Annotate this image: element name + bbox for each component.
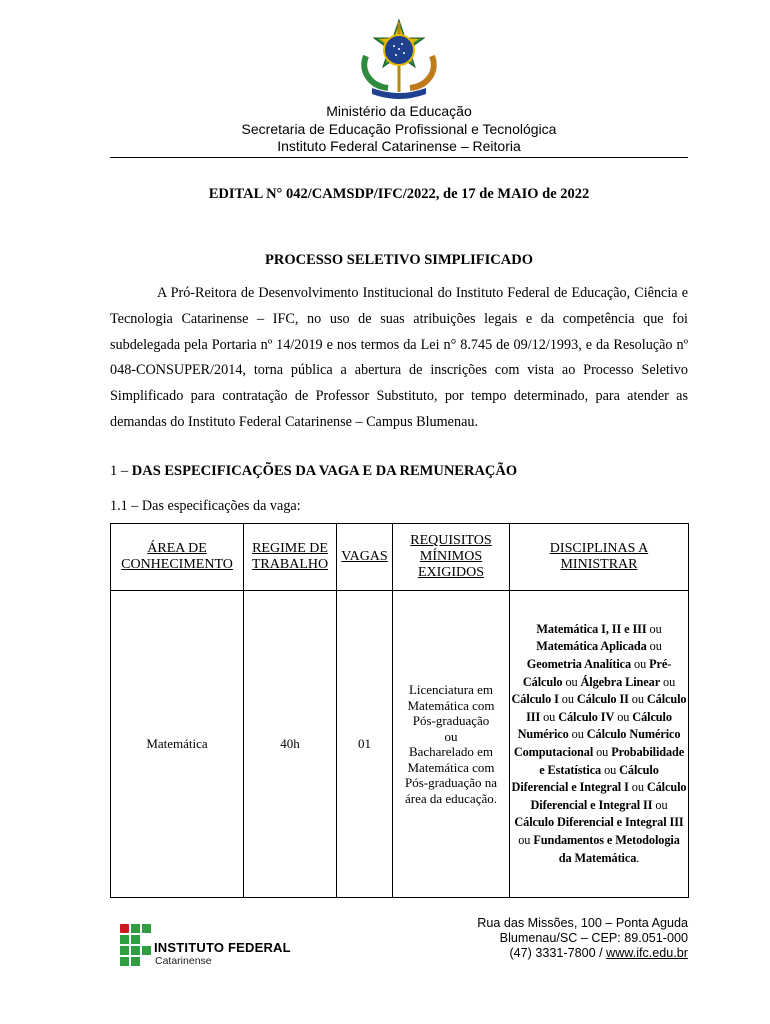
discipline-separator: ou [593,745,612,759]
section-title: DAS ESPECIFICAÇÕES DA VAGA E DA REMUNERAÇÃO [131,463,518,479]
phone-text: (47) 3331-7800 / [509,945,603,960]
discipline-name: Cálculo IV [558,709,615,724]
cell-disciplinas [510,591,689,898]
discipline-separator: ou [646,621,662,636]
discipline-name: Geometria Analítica [526,657,632,672]
discipline-name: Fundamentos e Metodologia da Matemática [533,832,680,865]
discipline-separator: ou [540,709,559,724]
document-header [110,103,688,156]
discipline-separator: ou [652,797,668,812]
discipline-separator: . [636,850,640,865]
header-line-ministry: Ministério da Educação [326,103,472,119]
discipline-name: Cálculo III [526,692,687,724]
header-area: ÁREA DE CONHECIMENTO [111,524,244,591]
footer-address [477,916,688,960]
address-line: Rua das Missões, 100 – Ponta Aguda [477,916,688,930]
logo-name: INSTITUTO FEDERAL [154,940,291,955]
discipline-name: Cálculo I [511,692,559,707]
cell-vagas: 01 [337,591,393,898]
header-divider [110,157,688,158]
cell-requisitos: Licenciatura em Matemática com Pós-graduação ou Bacharelado em Matemática com Pós-graduação na área da educação. [393,591,510,898]
header-line-institute: Instituto Federal Catarinense – Reitoria [277,138,521,154]
discipline-separator: ou [558,692,577,707]
intro-paragraph: A Pró-Reitora de Desenvolvimento Institucional do Instituto Federal de Educação, Ciência e Tecnologia Catarinense – IFC, no uso de suas atribuições legais e da competência que foi subdelegada pela Portaria nº 14/2019 e nos termos da Lei n° 8.745 de 09/12/1993, e da Resolução nº 048-CONSUPER/2014, torna pública a abertura de inscrições com vista ao Processo Seletivo Simplificado para contratação de Professor Substituto, por tempo determinado, para atender as demandas do Instituto Federal Catarinense – Campus Blumenau. [110,285,688,430]
cell-area: Matemática [111,591,244,898]
discipline-separator: ou [628,780,647,795]
discipline-name: Cálculo Numérico Computacional [513,727,681,759]
discipline-name: Cálculo Diferencial e Integral III [514,815,684,830]
table-header-row [111,524,689,591]
vacancy-table [110,523,689,898]
discipline-separator: ou [568,727,587,742]
subsection-heading: 1.1 – Das especificações da vaga: [110,498,301,514]
logo-subtitle: Catarinense [155,955,212,967]
website-link[interactable]: www.ifc.edu.br [606,945,688,960]
contact-line [477,946,688,961]
section-number: 1 – [110,463,129,479]
discipline-separator: ou [518,832,534,847]
discipline-separator: ou [614,709,633,724]
discipline-separator: ou [646,639,662,654]
header-line-secretariat: Secretaria de Educação Profissional e Tecnológica [241,120,557,137]
discipline-separator: ou [628,692,647,707]
discipline-name: Cálculo II [576,692,629,707]
discipline-name: Cálculo Numérico [517,709,672,742]
discipline-name: Probabilidade e Estatística [539,745,685,777]
header-requisitos: REQUISITOS MÍNIMOS EXIGIDOS [393,524,510,591]
discipline-name: Pré-Cálculo [522,657,672,689]
discipline-separator: ou [660,674,676,689]
discipline-separator: ou [562,674,581,689]
header-regime: REGIME DE TRABALHO [244,524,337,591]
discipline-separator: ou [631,657,650,672]
discipline-name: Álgebra Linear [580,674,661,689]
discipline-name: Matemática I, II e III [536,621,647,636]
edital-title: EDITAL N° 042/CAMSDP/IFC/2022, de 17 de MAIO de 2022 [208,186,590,202]
discipline-name: Cálculo Diferencial e Integral I [511,762,659,795]
process-title: PROCESSO SELETIVO SIMPLIFICADO [264,252,534,268]
address-line: Blumenau/SC – CEP: 89.051-000 [499,930,688,945]
header-vagas: VAGAS [337,524,393,591]
cell-regime: 40h [244,591,337,898]
table-row [111,591,689,898]
discipline-name: Matemática Aplicada [536,639,647,654]
discipline-name: Cálculo Diferencial e Integral II [530,780,687,812]
section-heading [110,463,517,480]
brazil-coat-of-arms-icon [352,16,446,100]
header-disciplinas: DISCIPLINAS A MINISTRAR [510,524,689,591]
discipline-separator: ou [601,762,620,777]
